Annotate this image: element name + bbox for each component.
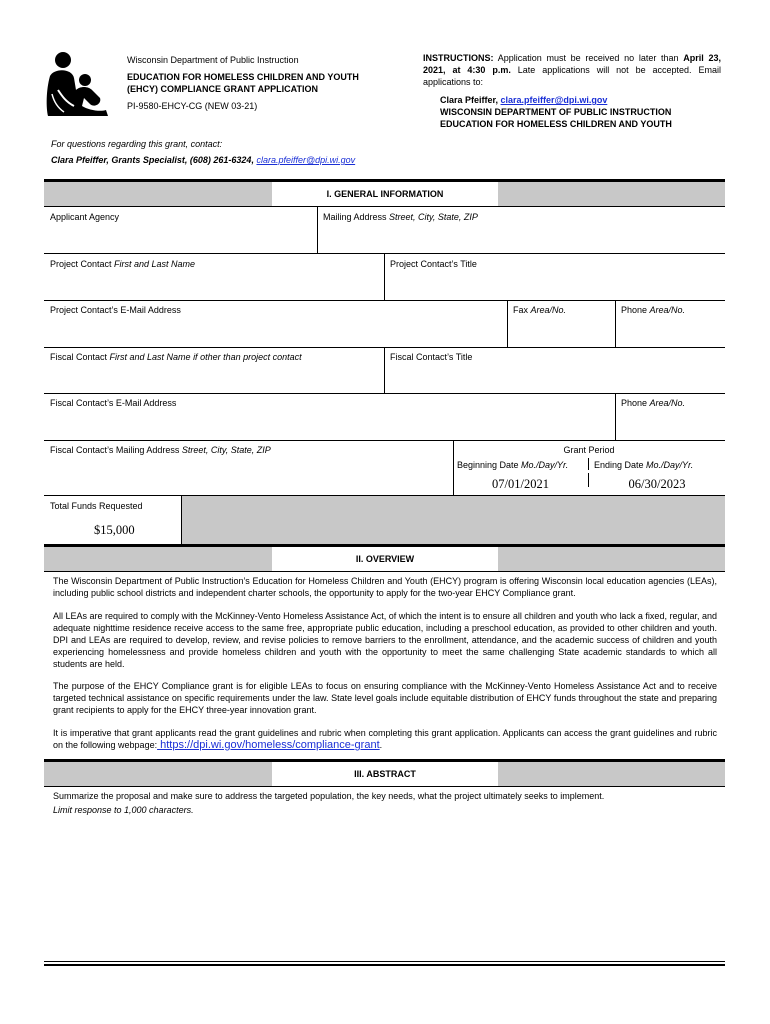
application-form <box>44 179 725 820</box>
total-funds-label: Total Funds Requested <box>50 501 143 511</box>
instructions-text <box>423 52 721 88</box>
applicant-agency-label: Applicant Agency <box>50 212 120 222</box>
fiscal-contact-field[interactable] <box>50 351 302 363</box>
questions-contact-name: Clara Pfeiffer, Grants Specialist, (608) 261-6324, <box>51 155 257 165</box>
shade-right <box>498 762 725 786</box>
divider <box>44 571 725 572</box>
instructions-block <box>423 52 721 130</box>
form-number: PI-9580-EHCY-CG (NEW 03-21) <box>127 101 258 111</box>
applicant-agency-field[interactable] <box>50 211 119 223</box>
beginning-date-label <box>457 459 568 471</box>
overview-p4-end: . <box>379 740 383 750</box>
ending-date-label <box>594 459 693 471</box>
section1-title: I. GENERAL INFORMATION <box>326 189 444 199</box>
fiscal-contact-label: Fiscal Contact <box>50 352 110 362</box>
beginning-date-value[interactable]: 07/01/2021 <box>492 477 549 491</box>
project-email-label: Project Contact’s E-Mail Address <box>50 305 181 315</box>
divider <box>384 253 385 300</box>
project-contact-title-label: Project Contact’s Title <box>390 259 477 269</box>
section3-title: III. ABSTRACT <box>354 769 416 779</box>
deadline: April 23, 2021, at 4:30 p.m. <box>423 53 722 75</box>
compliance-grant-link[interactable]: https://dpi.wi.gov/homeless/compliance-grant <box>157 739 380 751</box>
divider <box>317 206 318 253</box>
questions-prompt: For questions regarding this grant, contact: <box>51 139 223 149</box>
fiscal-phone-field[interactable] <box>621 397 685 409</box>
department-name: Wisconsin Department of Public Instruction <box>127 55 299 65</box>
overview-paragraph-1: The Wisconsin Department of Public Instruction’s Education for Homeless Children and Youth (EHCY) program is offering Wisconsin local education agencies (LEAs), including public school districts and independent charter schools, the opportunity to apply for the two-year EHCY Compliance grant. <box>53 576 717 598</box>
ending-date-text: Ending Date <box>594 460 647 470</box>
ending-date-value[interactable]: 06/30/2023 <box>628 477 686 491</box>
agency-line2: EDUCATION FOR HOMELESS CHILDREN AND YOUTH <box>440 119 672 129</box>
instructions-label: INSTRUCTIONS: <box>423 53 494 63</box>
divider <box>44 393 725 394</box>
section2-title: II. OVERVIEW <box>355 554 415 564</box>
phone-label: Phone <box>621 305 650 315</box>
recipient-email-link[interactable]: clara.pfeiffer@dpi.wi.gov <box>500 95 608 105</box>
project-contact-label: Project Contact <box>50 259 115 269</box>
fiscal-mailing-label: Fiscal Contact’s Mailing Address <box>50 445 182 455</box>
abstract-instructions: Summarize the proposal and make sure to address the targeted population, the key needs, what the project ultimately seeks to implement. <box>53 791 605 801</box>
bottom-rule <box>44 961 725 962</box>
fiscal-mailing-field[interactable] <box>50 444 271 456</box>
fax-field[interactable] <box>513 304 566 316</box>
phone-hint: Area/No. <box>649 305 686 315</box>
fiscal-contact-hint: First and Last Name if other than project contact <box>109 352 302 362</box>
recipient-address <box>440 94 721 130</box>
overview-p4-text: It is imperative that grant applicants read the grant guidelines and rubric when completing this grant application. Applicants can access the grant guidelines and rubric on the following webpage: <box>53 728 717 750</box>
agency-line1: WISCONSIN DEPARTMENT OF PUBLIC INSTRUCTION <box>440 107 672 117</box>
shade-left <box>44 762 272 786</box>
overview-paragraph-2: All LEAs are required to comply with the McKinney-Vento Homeless Assistance Act, of which the intent is to ensure all children and youth who lack a fixed, regular, and adequate nighttime residence receive access to the same free, appropriate public education, including a preschool education, as provided to other children and youth. DPI and LEAs are required to develop, review, and revise policies to remove barriers to the enrollment, attendance, and the academic success of children and youth experiencing homelessness and provide homeless children and youth with the opportunity to meet the same challenging State academic standards to which all students are held. <box>53 611 717 669</box>
fax-label: Fax <box>513 305 531 315</box>
questions-email-link[interactable]: clara.pfeiffer@dpi.wi.gov <box>256 155 356 165</box>
fiscal-mailing-hint: Street, City, State, ZIP <box>181 445 271 455</box>
dpi-parent-child-logo-icon <box>44 50 112 118</box>
project-contact-hint: First and Last Name <box>114 259 196 269</box>
abstract-limit: Limit response to 1,000 characters. <box>53 805 194 815</box>
form-title-line2: (EHCY) COMPLIANCE GRANT APPLICATION <box>127 84 318 94</box>
shade-funds <box>182 496 725 544</box>
beginning-date-text: Beginning Date <box>457 460 522 470</box>
project-email-field[interactable] <box>50 304 181 316</box>
form-title-line1: EDUCATION FOR HOMELESS CHILDREN AND YOUTH <box>127 72 359 82</box>
overview-paragraph-4 <box>53 727 717 751</box>
shade-left <box>44 182 272 206</box>
divider <box>507 300 508 347</box>
instructions-text-a: Application must be received no later than <box>493 53 684 63</box>
questions-contact <box>51 138 355 166</box>
grant-period-label: Grant Period <box>563 445 615 455</box>
fiscal-email-field[interactable] <box>50 397 176 409</box>
divider <box>615 393 616 440</box>
recipient-name: Clara Pfeiffer, <box>440 95 501 105</box>
divider <box>384 347 385 393</box>
beginning-date-hint: Mo./Day/Yr. <box>521 460 569 470</box>
project-contact-field[interactable] <box>50 258 195 270</box>
bottom-rule-thick <box>44 964 725 966</box>
divider <box>44 786 725 787</box>
total-funds-value[interactable]: $15,000 <box>94 523 135 537</box>
fiscal-email-label: Fiscal Contact’s E-Mail Address <box>50 398 177 408</box>
project-contact-title-field[interactable] <box>390 258 477 270</box>
shade-left <box>44 547 272 571</box>
mailing-address-hint: Street, City, State, ZIP <box>389 212 478 222</box>
fiscal-title-field[interactable] <box>390 351 472 363</box>
fiscal-phone-hint: Area/No. <box>649 398 686 408</box>
fiscal-title-label: Fiscal Contact’s Title <box>390 352 473 362</box>
divider <box>44 440 725 441</box>
phone-field[interactable] <box>621 304 685 316</box>
mailing-address-label: Mailing Address <box>323 212 390 222</box>
divider <box>44 300 725 301</box>
overview-paragraph-3: The purpose of the EHCY Compliance grant is for eligible LEAs to focus on ensuring compliance with the McKinney-Vento Homeless Assistance Act and to receive targeted technical assistance on specific requirements under the law. State level goals include equitable distribution of EHCY funds throughout the state and preparing grant recipients to apply for the EHCY three-year innovation grant. <box>53 681 717 715</box>
header-block <box>127 54 407 115</box>
shade-right <box>498 182 725 206</box>
shade-right <box>498 547 725 571</box>
ending-date-hint: Mo./Day/Yr. <box>646 460 694 470</box>
mailing-address-field[interactable] <box>323 211 478 223</box>
divider <box>44 206 725 207</box>
divider <box>615 300 616 347</box>
instructions-text-b: Late applications will not be accepted. Email applications to: <box>423 65 721 87</box>
fax-hint: Area/No. <box>530 305 567 315</box>
fiscal-phone-label: Phone <box>621 398 650 408</box>
divider <box>588 458 589 470</box>
